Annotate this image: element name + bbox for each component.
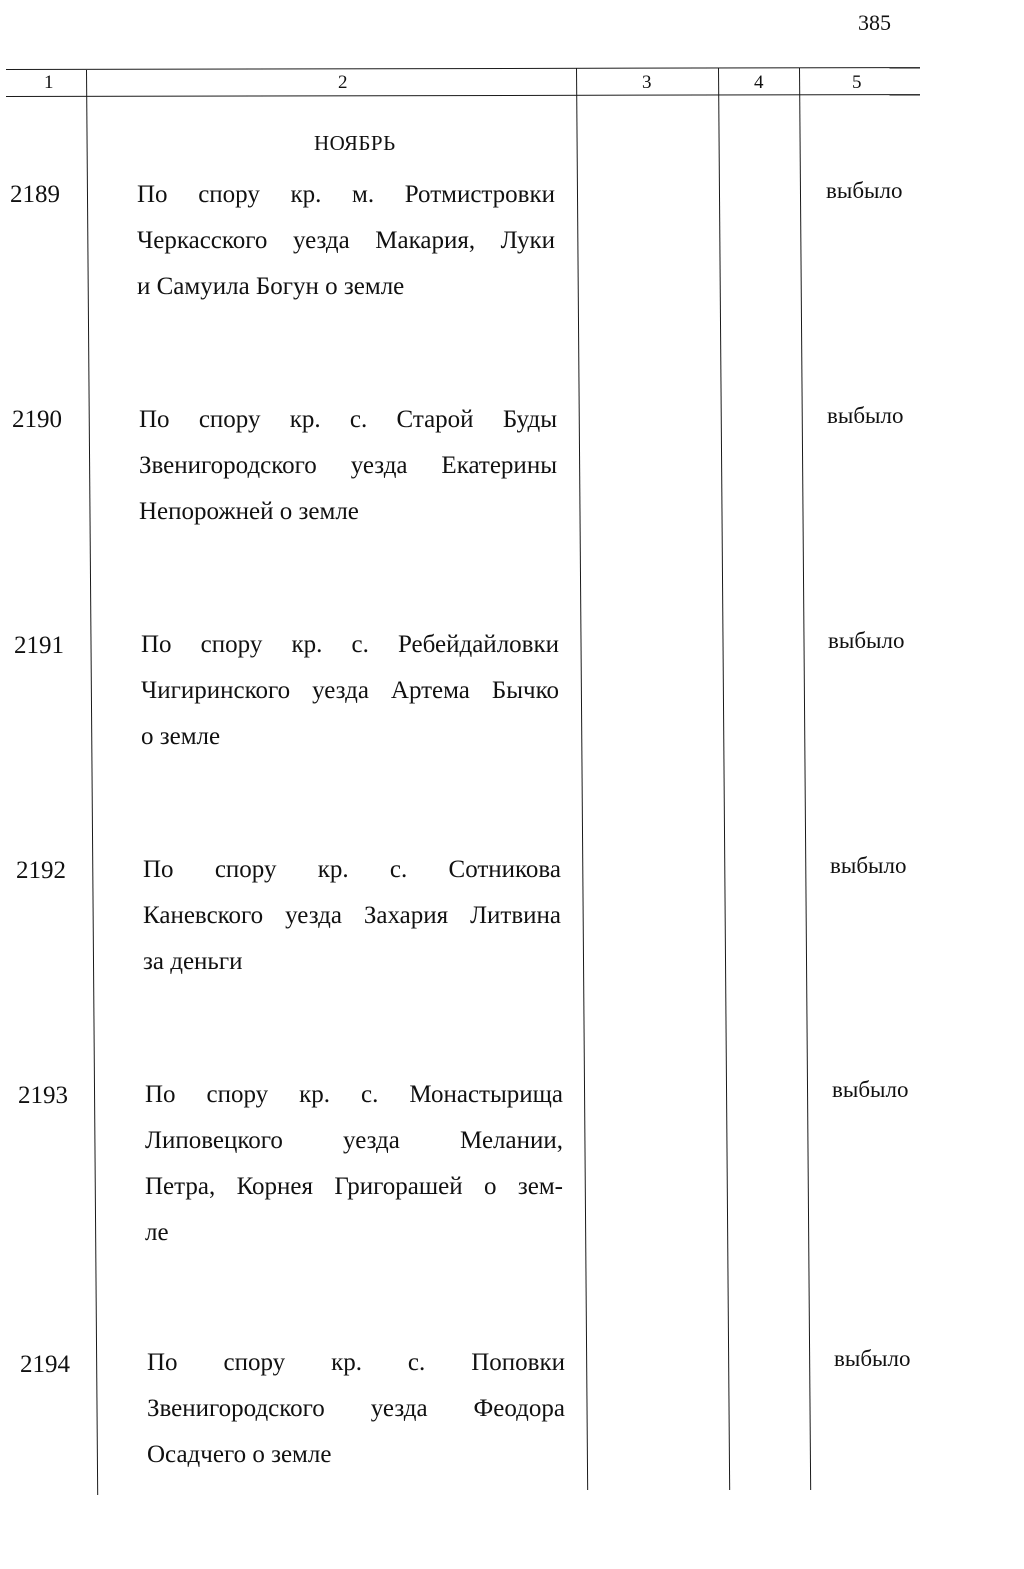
description-line: По спору кр. с. Монастырища [145,1081,563,1108]
description-line: По спору кр. с. Сотникова [143,856,561,883]
entry-status: выбыло [832,1077,909,1102]
description-line: По спору кр. с. Поповки [147,1349,565,1376]
entry-number: 2190 [12,406,62,433]
description-line: Каневского уезда Захария Литвина [143,902,561,929]
page-number: 385 [858,10,891,35]
description-line: за деньги [143,948,243,975]
table-top-rule [6,67,920,70]
column-divider-1 [86,70,98,1495]
description-line: По спору кр. с. Ребейдайловки [141,631,559,658]
column-header-3: 3 [642,72,652,93]
entry-description [139,397,557,535]
entry-description [143,847,561,985]
description-line: Липовецкого уезда Мелании, [145,1127,563,1154]
description-line: и Самуила Богун о земле [137,273,405,300]
description-line: Петра, Корнея Григорашей о зем- [145,1173,563,1200]
table-header-rule [6,94,920,97]
column-header-4: 4 [754,72,764,93]
entry-number: 2189 [10,181,60,208]
description-line: Чигиринского уезда Артема Бычко [141,677,559,704]
entry-status: выбыло [827,403,904,428]
entry-description [141,622,559,760]
entry-number: 2193 [18,1082,68,1109]
entry-status: выбыло [826,178,903,203]
description-line: ле [145,1219,169,1246]
column-header-1: 1 [44,72,54,93]
description-line: Звенигородского уезда Екатерины [139,452,557,479]
entry-number: 2192 [16,857,66,884]
entry-description [147,1340,565,1478]
entry-number: 2194 [20,1351,70,1378]
entry-status: выбыло [834,1346,911,1371]
description-line: Звенигородского уезда Феодора [147,1395,565,1422]
description-line: Осадчего о земле [147,1441,332,1468]
column-header-5: 5 [852,72,862,93]
description-line: По спору кр. с. Старой Буды [139,406,557,433]
entry-status: выбыло [828,628,905,653]
column-header-2: 2 [338,72,348,93]
column-divider-2 [576,68,588,1490]
description-line: По спору кр. м. Ротмистровки [137,181,555,208]
column-divider-3 [718,68,730,1490]
entry-description [137,172,555,310]
entry-number: 2191 [14,632,64,659]
description-line: Непорожней о земле [139,498,359,525]
description-line: Черкасского уезда Макария, Луки [137,227,555,254]
entry-description [145,1072,563,1256]
entry-status: выбыло [830,853,907,878]
column-divider-4 [799,68,811,1490]
description-line: о земле [141,723,221,750]
section-heading: НОЯБРЬ [314,131,396,155]
